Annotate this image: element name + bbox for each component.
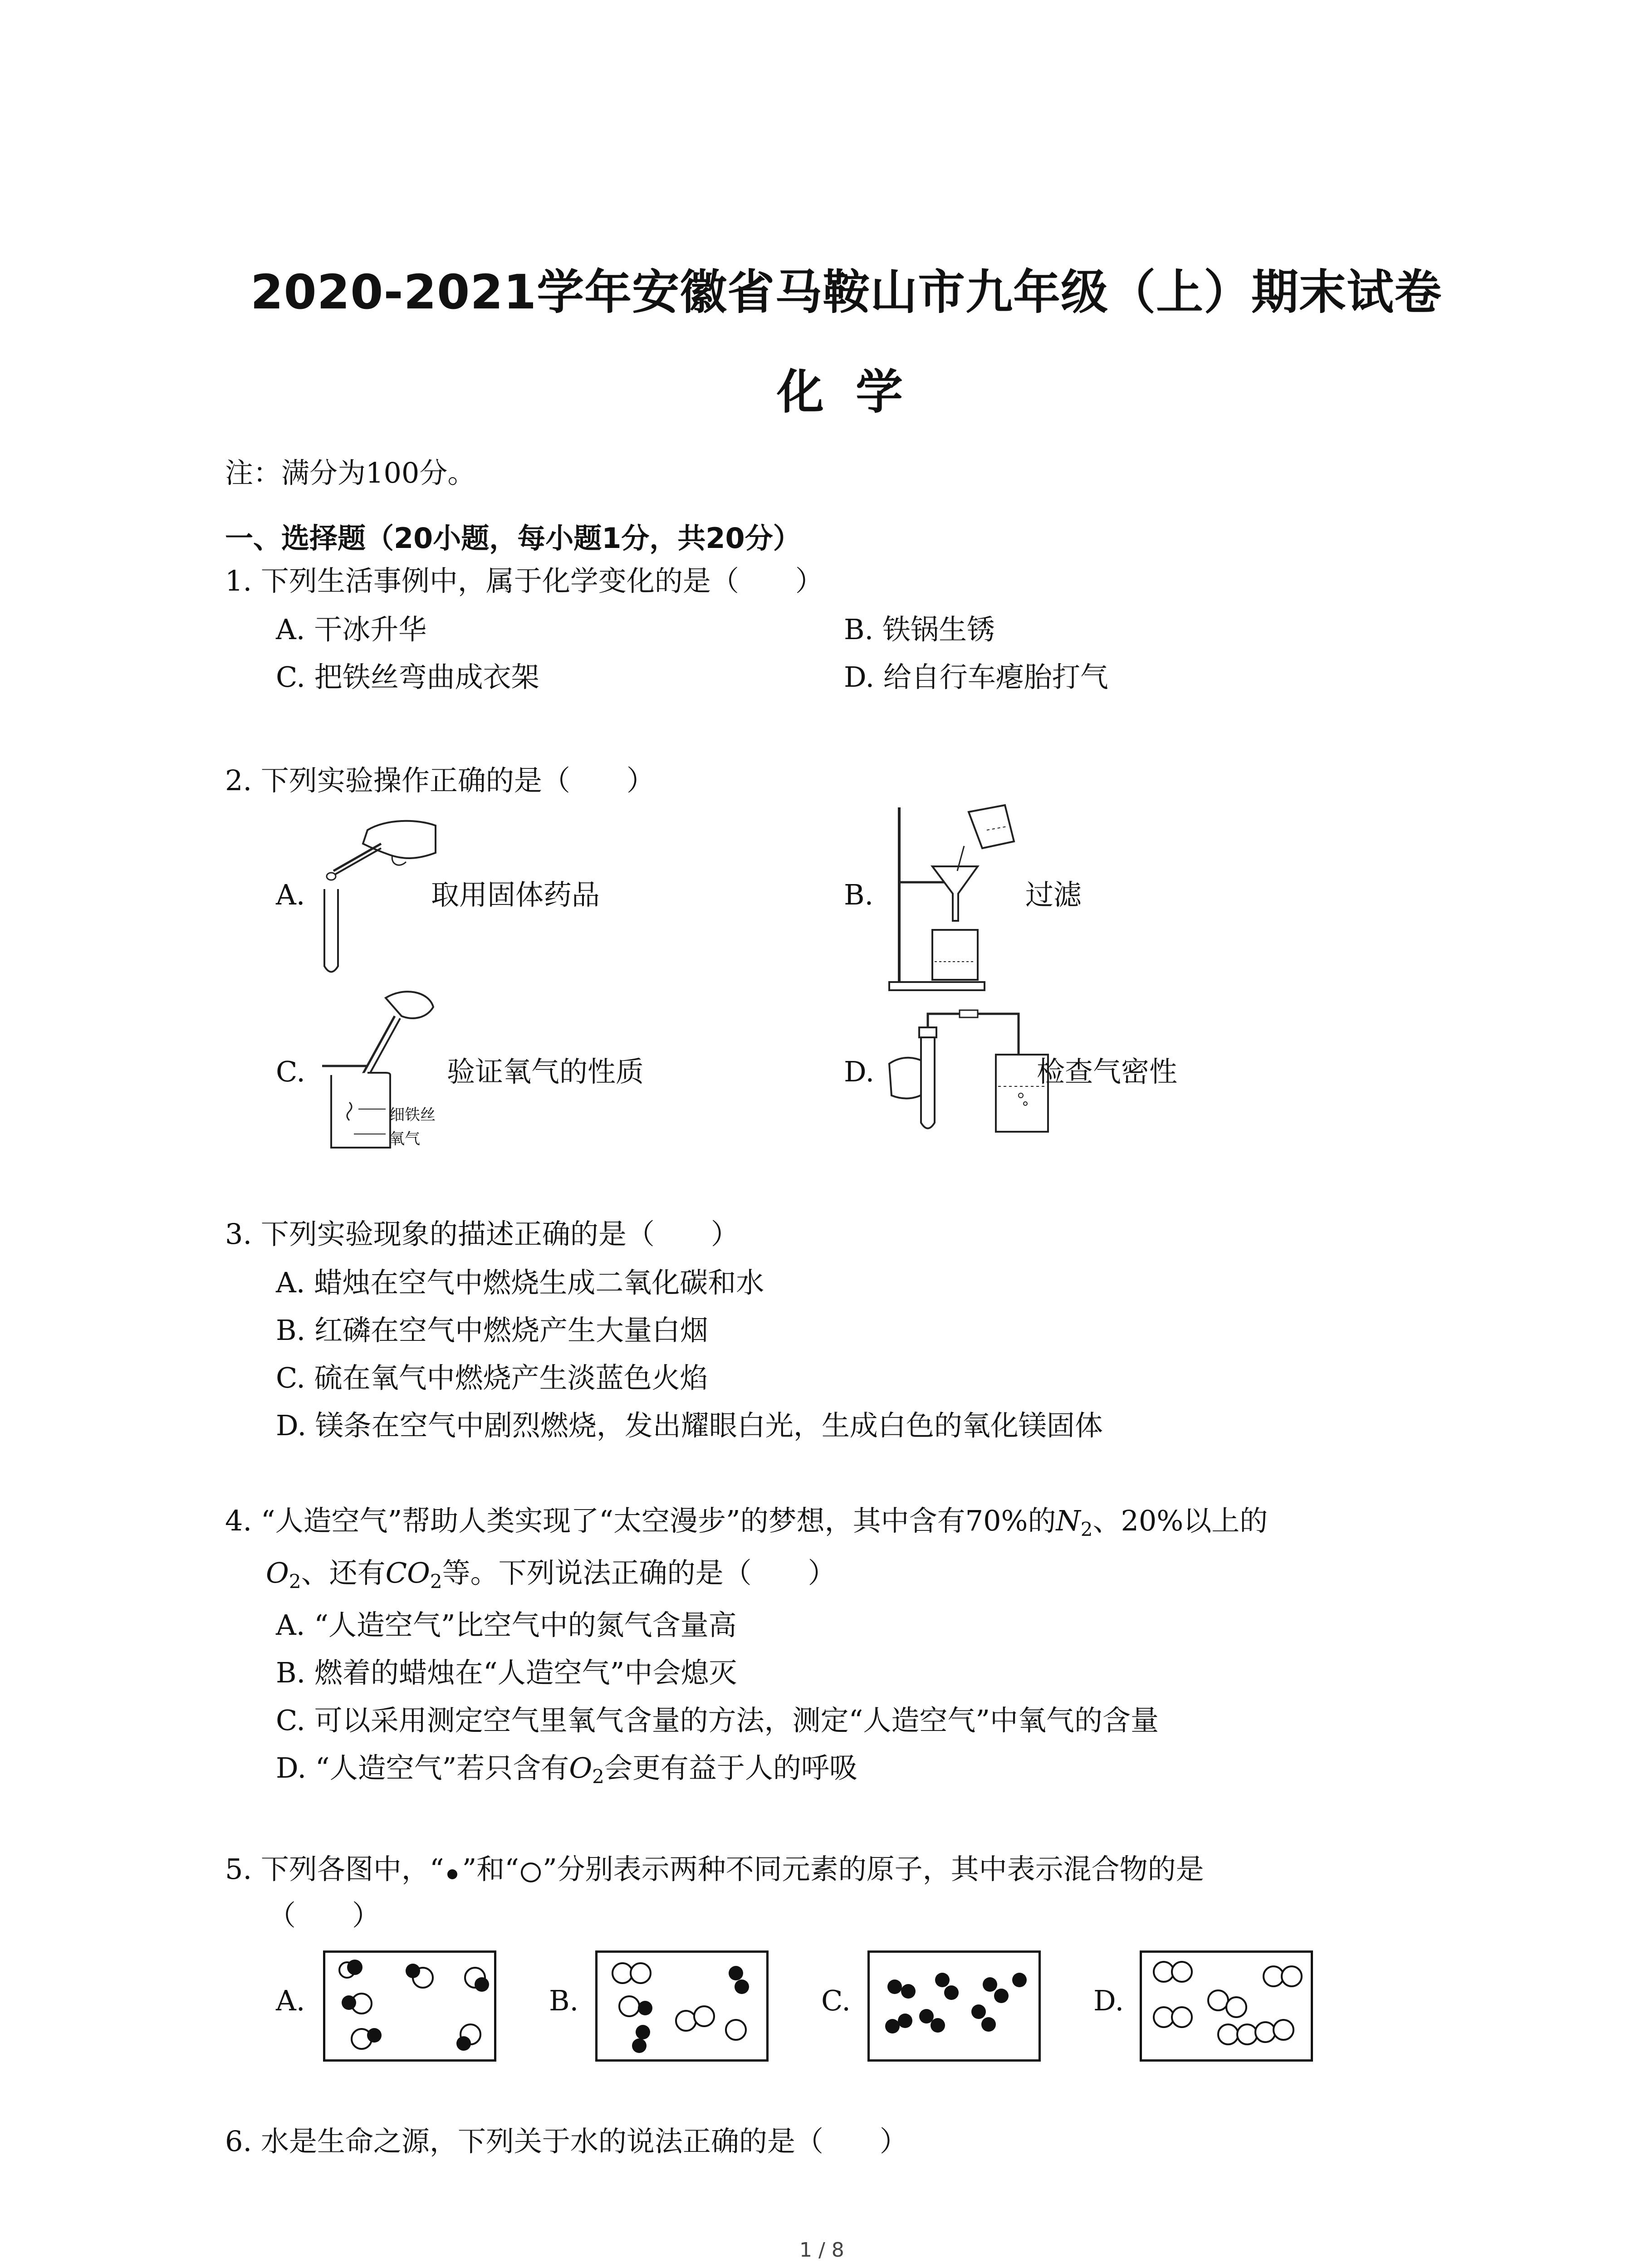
particles-b bbox=[598, 1953, 766, 2059]
subject-title: 化学 bbox=[777, 364, 935, 420]
page-number: 1 / 8 bbox=[799, 2239, 844, 2262]
particle-box-a bbox=[323, 1950, 496, 2062]
question-stem: 6. 水是生命之源，下列关于水的说法正确的是（ ） bbox=[225, 2125, 908, 2158]
label-oxygen: 氧气 bbox=[389, 1130, 420, 1148]
iron-wire-oxygen-illustration bbox=[318, 984, 454, 1152]
option-c-text: 验证氧气的性质 bbox=[447, 1055, 644, 1088]
option-c: C. 把铁丝弯曲成衣架 bbox=[276, 660, 539, 694]
option-a-letter: A. bbox=[276, 1984, 305, 2017]
hollow-atom-icon bbox=[519, 1860, 543, 1883]
stem-part1: 5. 下列各图中，“ bbox=[225, 1853, 444, 1886]
option-a-letter: A. bbox=[276, 878, 305, 911]
stem-part2: ”和“ bbox=[462, 1853, 519, 1886]
particle-box-c bbox=[867, 1950, 1041, 2062]
option-c: C. 可以采用测定空气里氧气含量的方法，测定“人造空气”中氧气的含量 bbox=[276, 1704, 1159, 1737]
option-b: B. 燃着的蜡烛在“人造空气”中会熄灭 bbox=[276, 1656, 737, 1689]
question-stem: 3. 下列实验现象的描述正确的是（ ） bbox=[225, 1217, 739, 1251]
formula-o2: O bbox=[569, 1751, 593, 1784]
formula-n2-sub: 2 bbox=[1080, 1518, 1093, 1540]
option-b-letter: B. bbox=[844, 878, 874, 911]
stem-part1: 4. “人造空气”帮助人类实现了“太空漫步”的梦想，其中含有70%的 bbox=[225, 1504, 1056, 1537]
option-d-part2: 会更有益于人的呼吸 bbox=[604, 1751, 857, 1784]
question-stem: 2. 下列实验操作正确的是（ ） bbox=[225, 764, 655, 797]
formula-o2: O bbox=[266, 1556, 289, 1589]
stem-part3: ”分别表示两种不同元素的原子，其中表示混合物的是 bbox=[542, 1853, 1204, 1886]
option-c-letter: C. bbox=[821, 1984, 851, 2017]
option-b: B. 铁锅生锈 bbox=[844, 613, 995, 646]
option-c-letter: C. bbox=[276, 1055, 305, 1088]
formula-o2-sub: 2 bbox=[289, 1570, 301, 1593]
option-b-letter: B. bbox=[549, 1984, 579, 2017]
note: 注：满分为100分。 bbox=[225, 456, 476, 489]
formula-n2: N bbox=[1056, 1504, 1081, 1537]
filtration-illustration bbox=[889, 803, 1021, 993]
airtightness-check-illustration bbox=[885, 1005, 1057, 1141]
question-stem-line2 bbox=[266, 1556, 836, 1593]
particle-box-d bbox=[1140, 1950, 1313, 2062]
particles-d bbox=[1142, 1953, 1311, 2059]
formula-co2-sub: 2 bbox=[430, 1570, 442, 1593]
option-d-part1: D. “人造空气”若只含有 bbox=[276, 1751, 569, 1784]
label-iron-wire: 细铁丝 bbox=[389, 1106, 436, 1124]
question-stem-line1 bbox=[225, 1853, 1204, 1886]
option-d bbox=[276, 1751, 857, 1788]
option-d-letter: D. bbox=[1093, 1984, 1124, 2017]
exam-title: 2020-2021学年安徽省马鞍山市九年级（上）期末试卷 bbox=[250, 264, 1442, 320]
stem-part3: 、还有 bbox=[301, 1556, 386, 1589]
option-a: A. 干冰升华 bbox=[276, 613, 427, 646]
option-a-text: 取用固体药品 bbox=[431, 878, 600, 911]
option-b-text: 过滤 bbox=[1025, 878, 1082, 911]
option-c: C. 硫在氧气中燃烧产生淡蓝色火焰 bbox=[276, 1361, 708, 1394]
question-stem-line2: （ ） bbox=[268, 1899, 381, 1932]
option-a: A. “人造空气”比空气中的氮气含量高 bbox=[276, 1608, 737, 1642]
option-a: A. 蜡烛在空气中燃烧生成二氧化碳和水 bbox=[276, 1266, 764, 1299]
stem-part2: 、20%以上的 bbox=[1092, 1504, 1268, 1537]
particles-c bbox=[870, 1953, 1038, 2059]
option-d: D. 镁条在空气中剧烈燃烧，发出耀眼白光，生成白色的氧化镁固体 bbox=[276, 1409, 1103, 1442]
question-stem-line1 bbox=[225, 1504, 1268, 1540]
solid-sampling-illustration bbox=[313, 816, 445, 984]
option-d: D. 给自行车瘪胎打气 bbox=[844, 660, 1108, 694]
particles-a bbox=[325, 1953, 494, 2059]
stem-part4: 等。下列说法正确的是（ ） bbox=[442, 1556, 836, 1589]
formula-o2-sub: 2 bbox=[592, 1765, 604, 1788]
filled-atom-icon bbox=[444, 1862, 462, 1881]
particle-box-b bbox=[595, 1950, 769, 2062]
question-stem: 1. 下列生活事例中，属于化学变化的是（ ） bbox=[225, 564, 823, 597]
formula-co2: CO bbox=[385, 1556, 430, 1589]
option-d-text: 检查气密性 bbox=[1037, 1055, 1178, 1088]
section-heading: 一、选择题（20小题，每小题1分，共20分） bbox=[225, 522, 801, 555]
option-d-letter: D. bbox=[844, 1055, 875, 1088]
option-b: B. 红磷在空气中燃烧产生大量白烟 bbox=[276, 1314, 708, 1347]
